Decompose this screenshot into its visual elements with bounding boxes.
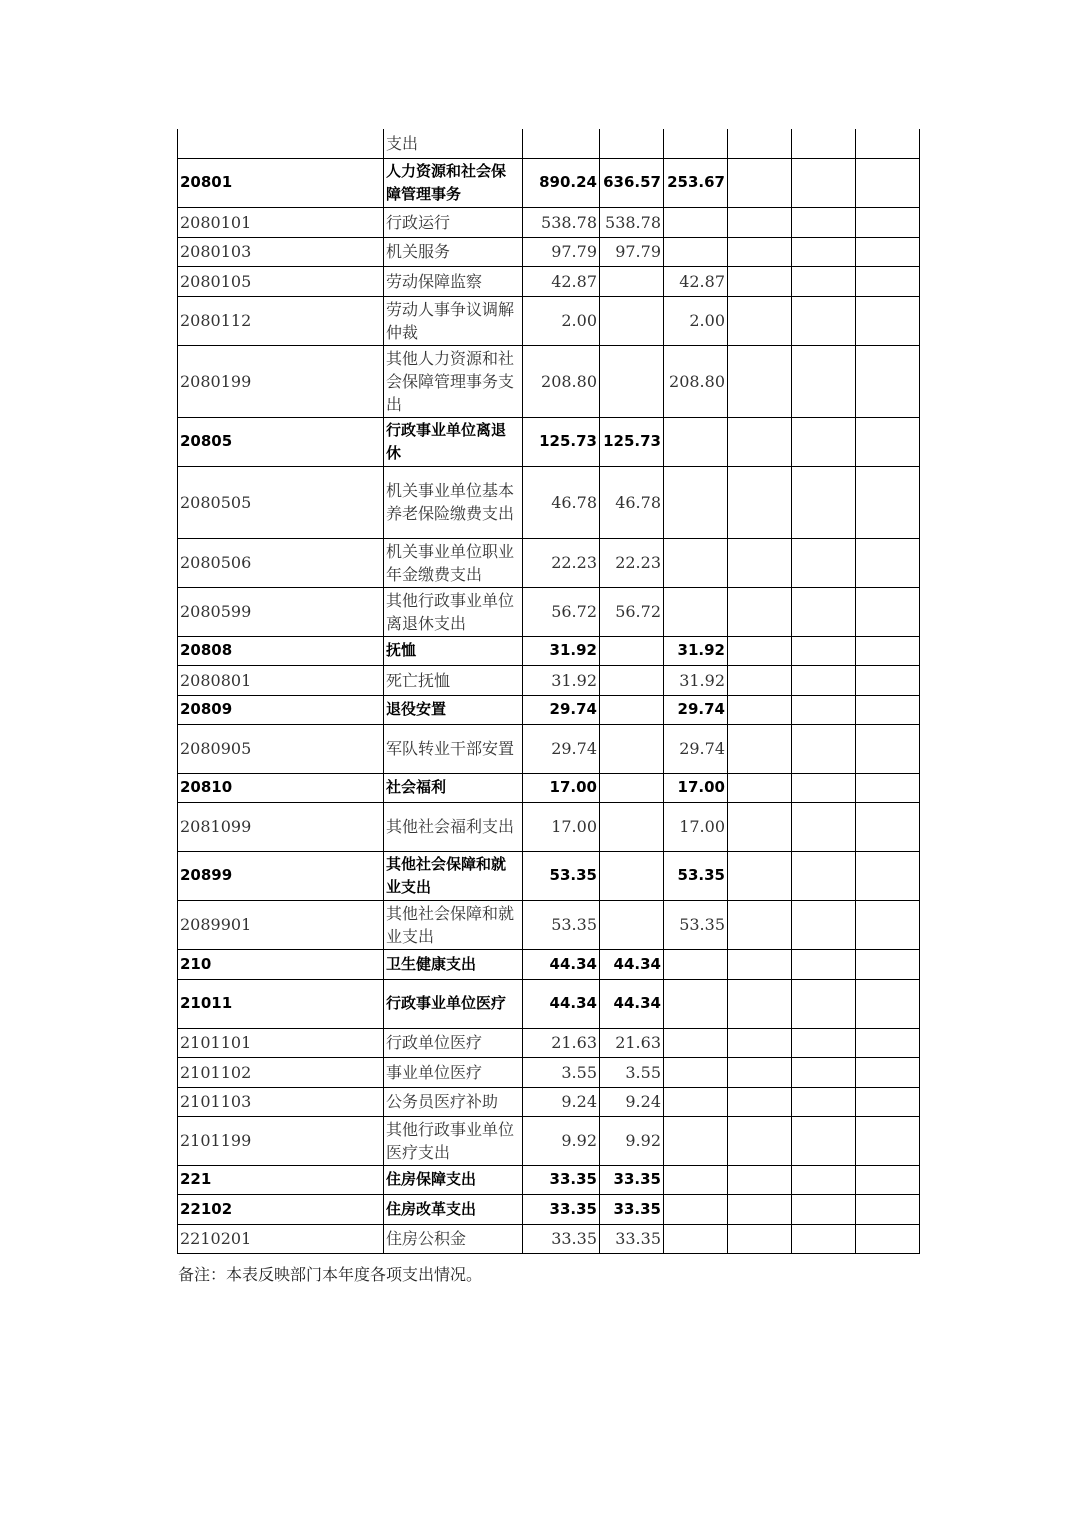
subject-name-cell: 其他行政事业单位医疗支出 (384, 1116, 523, 1165)
amount-cell-4 (728, 851, 792, 900)
subject-name-cell: 卫生健康支出 (384, 949, 523, 979)
amount-cell-4 (728, 724, 792, 773)
total-amount-cell: 3.55 (523, 1057, 600, 1087)
subject-code-cell: 2080801 (178, 665, 384, 695)
amount-cell-6 (856, 345, 920, 417)
project-expenditure-cell: 31.92 (664, 636, 728, 665)
amount-cell-4 (728, 1057, 792, 1087)
basic-expenditure-cell: 33.35 (600, 1224, 664, 1253)
amount-cell-6 (856, 296, 920, 345)
amount-cell-4 (728, 1028, 792, 1057)
subject-code-cell: 20801 (178, 158, 384, 207)
subject-code-cell: 2080599 (178, 587, 384, 636)
amount-cell-5 (792, 1116, 856, 1165)
subject-code-cell: 2081099 (178, 802, 384, 851)
table-row (178, 851, 920, 900)
subject-name-cell: 行政事业单位医疗 (384, 979, 523, 1028)
basic-expenditure-cell: 46.78 (600, 466, 664, 538)
project-expenditure-cell (664, 1057, 728, 1087)
total-amount-cell: 9.92 (523, 1116, 600, 1165)
total-amount-cell: 208.80 (523, 345, 600, 417)
subject-name-cell: 行政单位医疗 (384, 1028, 523, 1057)
amount-cell-5 (792, 1028, 856, 1057)
amount-cell-6 (856, 1224, 920, 1253)
basic-expenditure-cell: 22.23 (600, 538, 664, 587)
subject-name-cell: 其他社会福利支出 (384, 802, 523, 851)
subject-code-cell: 2210201 (178, 1224, 384, 1253)
amount-cell-6 (856, 158, 920, 207)
basic-expenditure-cell (600, 296, 664, 345)
amount-cell-4 (728, 900, 792, 949)
table-row (178, 1224, 920, 1253)
subject-code-cell: 2101101 (178, 1028, 384, 1057)
total-amount-cell: 46.78 (523, 466, 600, 538)
total-amount-cell (523, 129, 600, 158)
amount-cell-5 (792, 665, 856, 695)
project-expenditure-cell: 53.35 (664, 851, 728, 900)
total-amount-cell: 33.35 (523, 1224, 600, 1253)
basic-expenditure-cell: 44.34 (600, 949, 664, 979)
subject-code-cell: 2101102 (178, 1057, 384, 1087)
amount-cell-4 (728, 695, 792, 724)
total-amount-cell: 31.92 (523, 636, 600, 665)
project-expenditure-cell: 31.92 (664, 665, 728, 695)
project-expenditure-cell (664, 979, 728, 1028)
basic-expenditure-cell: 9.24 (600, 1087, 664, 1116)
amount-cell-4 (728, 665, 792, 695)
project-expenditure-cell: 208.80 (664, 345, 728, 417)
table-row (178, 802, 920, 851)
amount-cell-5 (792, 296, 856, 345)
subject-name-cell: 其他人力资源和社会保障管理事务支出 (384, 345, 523, 417)
subject-code-cell: 2101103 (178, 1087, 384, 1116)
subject-name-cell: 公务员医疗补助 (384, 1087, 523, 1116)
total-amount-cell: 17.00 (523, 773, 600, 802)
basic-expenditure-cell (600, 773, 664, 802)
amount-cell-4 (728, 1165, 792, 1194)
subject-code-cell: 2080101 (178, 207, 384, 237)
amount-cell-4 (728, 158, 792, 207)
amount-cell-5 (792, 417, 856, 466)
subject-code-cell: 2080103 (178, 237, 384, 266)
total-amount-cell: 53.35 (523, 900, 600, 949)
basic-expenditure-cell (600, 665, 664, 695)
amount-cell-6 (856, 695, 920, 724)
subject-name-cell: 机关服务 (384, 237, 523, 266)
amount-cell-4 (728, 636, 792, 665)
basic-expenditure-cell (600, 129, 664, 158)
amount-cell-6 (856, 851, 920, 900)
basic-expenditure-cell: 21.63 (600, 1028, 664, 1057)
subject-name-cell: 抚恤 (384, 636, 523, 665)
table-row (178, 1116, 920, 1165)
amount-cell-5 (792, 802, 856, 851)
total-amount-cell: 2.00 (523, 296, 600, 345)
project-expenditure-cell: 17.00 (664, 802, 728, 851)
amount-cell-5 (792, 851, 856, 900)
subject-name-cell: 劳动保障监察 (384, 266, 523, 296)
basic-expenditure-cell (600, 695, 664, 724)
table-note: 备注：本表反映部门本年度各项支出情况。 (178, 1265, 483, 1284)
project-expenditure-cell (664, 237, 728, 266)
total-amount-cell: 9.24 (523, 1087, 600, 1116)
amount-cell-5 (792, 466, 856, 538)
amount-cell-4 (728, 237, 792, 266)
amount-cell-5 (792, 237, 856, 266)
project-expenditure-cell (664, 466, 728, 538)
project-expenditure-cell (664, 1028, 728, 1057)
subject-code-cell: 20809 (178, 695, 384, 724)
subject-name-cell: 其他社会保障和就业支出 (384, 851, 523, 900)
project-expenditure-cell (664, 538, 728, 587)
total-amount-cell: 29.74 (523, 695, 600, 724)
total-amount-cell: 890.24 (523, 158, 600, 207)
amount-cell-5 (792, 1194, 856, 1224)
amount-cell-5 (792, 900, 856, 949)
amount-cell-5 (792, 724, 856, 773)
amount-cell-5 (792, 207, 856, 237)
project-expenditure-cell: 53.35 (664, 900, 728, 949)
subject-code-cell: 2089901 (178, 900, 384, 949)
amount-cell-6 (856, 802, 920, 851)
amount-cell-6 (856, 1194, 920, 1224)
amount-cell-6 (856, 900, 920, 949)
basic-expenditure-cell (600, 802, 664, 851)
subject-name-cell: 死亡抚恤 (384, 665, 523, 695)
table-row (178, 695, 920, 724)
project-expenditure-cell: 29.74 (664, 724, 728, 773)
table-row (178, 1087, 920, 1116)
project-expenditure-cell: 2.00 (664, 296, 728, 345)
amount-cell-5 (792, 158, 856, 207)
subject-code-cell: 2080505 (178, 466, 384, 538)
subject-name-cell: 退役安置 (384, 695, 523, 724)
subject-name-cell: 事业单位医疗 (384, 1057, 523, 1087)
basic-expenditure-cell: 636.57 (600, 158, 664, 207)
amount-cell-4 (728, 266, 792, 296)
basic-expenditure-cell (600, 636, 664, 665)
subject-name-cell: 机关事业单位基本养老保险缴费支出 (384, 466, 523, 538)
amount-cell-5 (792, 587, 856, 636)
total-amount-cell: 44.34 (523, 979, 600, 1028)
amount-cell-6 (856, 724, 920, 773)
subject-code-cell: 221 (178, 1165, 384, 1194)
amount-cell-5 (792, 1224, 856, 1253)
amount-cell-6 (856, 129, 920, 158)
project-expenditure-cell: 253.67 (664, 158, 728, 207)
total-amount-cell: 21.63 (523, 1028, 600, 1057)
amount-cell-6 (856, 1165, 920, 1194)
subject-name-cell: 人力资源和社会保障管理事务 (384, 158, 523, 207)
basic-expenditure-cell: 33.35 (600, 1165, 664, 1194)
subject-code-cell (178, 129, 384, 158)
project-expenditure-cell (664, 1224, 728, 1253)
subject-name-cell: 社会福利 (384, 773, 523, 802)
total-amount-cell: 125.73 (523, 417, 600, 466)
amount-cell-4 (728, 587, 792, 636)
project-expenditure-cell (664, 129, 728, 158)
amount-cell-5 (792, 129, 856, 158)
subject-name-cell: 劳动人事争议调解仲裁 (384, 296, 523, 345)
subject-name-cell: 机关事业单位职业年金缴费支出 (384, 538, 523, 587)
project-expenditure-cell (664, 1087, 728, 1116)
amount-cell-5 (792, 1165, 856, 1194)
subject-code-cell: 21011 (178, 979, 384, 1028)
table-row (178, 345, 920, 417)
basic-expenditure-cell: 56.72 (600, 587, 664, 636)
subject-name-cell: 军队转业干部安置 (384, 724, 523, 773)
project-expenditure-cell (664, 1194, 728, 1224)
amount-cell-4 (728, 345, 792, 417)
amount-cell-6 (856, 538, 920, 587)
total-amount-cell: 42.87 (523, 266, 600, 296)
subject-name-cell: 其他行政事业单位离退休支出 (384, 587, 523, 636)
basic-expenditure-cell: 97.79 (600, 237, 664, 266)
table-row (178, 1194, 920, 1224)
amount-cell-6 (856, 1057, 920, 1087)
total-amount-cell: 56.72 (523, 587, 600, 636)
amount-cell-5 (792, 1057, 856, 1087)
amount-cell-4 (728, 129, 792, 158)
basic-expenditure-cell (600, 900, 664, 949)
table-body (178, 129, 920, 1253)
project-expenditure-cell (664, 587, 728, 636)
amount-cell-4 (728, 1194, 792, 1224)
table-row (178, 538, 920, 587)
table-row (178, 949, 920, 979)
amount-cell-6 (856, 466, 920, 538)
amount-cell-4 (728, 538, 792, 587)
table-row (178, 665, 920, 695)
subject-name-cell: 支出 (384, 129, 523, 158)
amount-cell-6 (856, 417, 920, 466)
amount-cell-4 (728, 949, 792, 979)
amount-cell-5 (792, 949, 856, 979)
subject-code-cell: 2080905 (178, 724, 384, 773)
amount-cell-6 (856, 1087, 920, 1116)
table-row (178, 466, 920, 538)
table-row (178, 773, 920, 802)
table-row (178, 636, 920, 665)
project-expenditure-cell (664, 417, 728, 466)
amount-cell-5 (792, 1087, 856, 1116)
amount-cell-6 (856, 587, 920, 636)
table-row (178, 129, 920, 158)
amount-cell-6 (856, 979, 920, 1028)
basic-expenditure-cell: 125.73 (600, 417, 664, 466)
basic-expenditure-cell (600, 851, 664, 900)
project-expenditure-cell (664, 1165, 728, 1194)
table-row (178, 158, 920, 207)
subject-code-cell: 2101199 (178, 1116, 384, 1165)
amount-cell-4 (728, 773, 792, 802)
amount-cell-4 (728, 296, 792, 345)
amount-cell-4 (728, 207, 792, 237)
project-expenditure-cell (664, 207, 728, 237)
table-row (178, 1057, 920, 1087)
total-amount-cell: 44.34 (523, 949, 600, 979)
amount-cell-6 (856, 207, 920, 237)
basic-expenditure-cell (600, 724, 664, 773)
subject-code-cell: 20805 (178, 417, 384, 466)
table-row (178, 237, 920, 266)
subject-code-cell: 2080105 (178, 266, 384, 296)
table-row (178, 417, 920, 466)
subject-name-cell: 行政事业单位离退休 (384, 417, 523, 466)
amount-cell-6 (856, 665, 920, 695)
amount-cell-5 (792, 345, 856, 417)
subject-code-cell: 210 (178, 949, 384, 979)
amount-cell-6 (856, 1028, 920, 1057)
project-expenditure-cell: 42.87 (664, 266, 728, 296)
amount-cell-6 (856, 237, 920, 266)
table-row (178, 587, 920, 636)
total-amount-cell: 22.23 (523, 538, 600, 587)
basic-expenditure-cell: 538.78 (600, 207, 664, 237)
project-expenditure-cell: 29.74 (664, 695, 728, 724)
amount-cell-5 (792, 695, 856, 724)
table-row (178, 266, 920, 296)
subject-name-cell: 行政运行 (384, 207, 523, 237)
basic-expenditure-cell (600, 345, 664, 417)
amount-cell-4 (728, 1087, 792, 1116)
subject-code-cell: 20808 (178, 636, 384, 665)
total-amount-cell: 31.92 (523, 665, 600, 695)
project-expenditure-cell (664, 949, 728, 979)
table-row (178, 296, 920, 345)
total-amount-cell: 17.00 (523, 802, 600, 851)
total-amount-cell: 33.35 (523, 1165, 600, 1194)
amount-cell-6 (856, 773, 920, 802)
table-row (178, 724, 920, 773)
amount-cell-6 (856, 636, 920, 665)
table-row (178, 979, 920, 1028)
total-amount-cell: 97.79 (523, 237, 600, 266)
subject-code-cell: 2080506 (178, 538, 384, 587)
amount-cell-5 (792, 773, 856, 802)
project-expenditure-cell (664, 1116, 728, 1165)
amount-cell-4 (728, 466, 792, 538)
amount-cell-5 (792, 538, 856, 587)
subject-name-cell: 其他社会保障和就业支出 (384, 900, 523, 949)
table-row (178, 1165, 920, 1194)
total-amount-cell: 29.74 (523, 724, 600, 773)
project-expenditure-cell: 17.00 (664, 773, 728, 802)
amount-cell-6 (856, 1116, 920, 1165)
basic-expenditure-cell (600, 266, 664, 296)
expenditure-table (177, 129, 920, 1254)
subject-code-cell: 2080199 (178, 345, 384, 417)
subject-code-cell: 20810 (178, 773, 384, 802)
amount-cell-4 (728, 802, 792, 851)
subject-name-cell: 住房改革支出 (384, 1194, 523, 1224)
basic-expenditure-cell: 33.35 (600, 1194, 664, 1224)
subject-code-cell: 22102 (178, 1194, 384, 1224)
table-row (178, 207, 920, 237)
amount-cell-6 (856, 949, 920, 979)
table-row (178, 1028, 920, 1057)
basic-expenditure-cell: 9.92 (600, 1116, 664, 1165)
total-amount-cell: 33.35 (523, 1194, 600, 1224)
subject-code-cell: 2080112 (178, 296, 384, 345)
total-amount-cell: 538.78 (523, 207, 600, 237)
amount-cell-4 (728, 1224, 792, 1253)
amount-cell-5 (792, 979, 856, 1028)
amount-cell-4 (728, 417, 792, 466)
table-row (178, 900, 920, 949)
amount-cell-5 (792, 636, 856, 665)
amount-cell-6 (856, 266, 920, 296)
subject-code-cell: 20899 (178, 851, 384, 900)
amount-cell-4 (728, 1116, 792, 1165)
subject-name-cell: 住房保障支出 (384, 1165, 523, 1194)
basic-expenditure-cell: 3.55 (600, 1057, 664, 1087)
basic-expenditure-cell: 44.34 (600, 979, 664, 1028)
amount-cell-4 (728, 979, 792, 1028)
amount-cell-5 (792, 266, 856, 296)
subject-name-cell: 住房公积金 (384, 1224, 523, 1253)
total-amount-cell: 53.35 (523, 851, 600, 900)
